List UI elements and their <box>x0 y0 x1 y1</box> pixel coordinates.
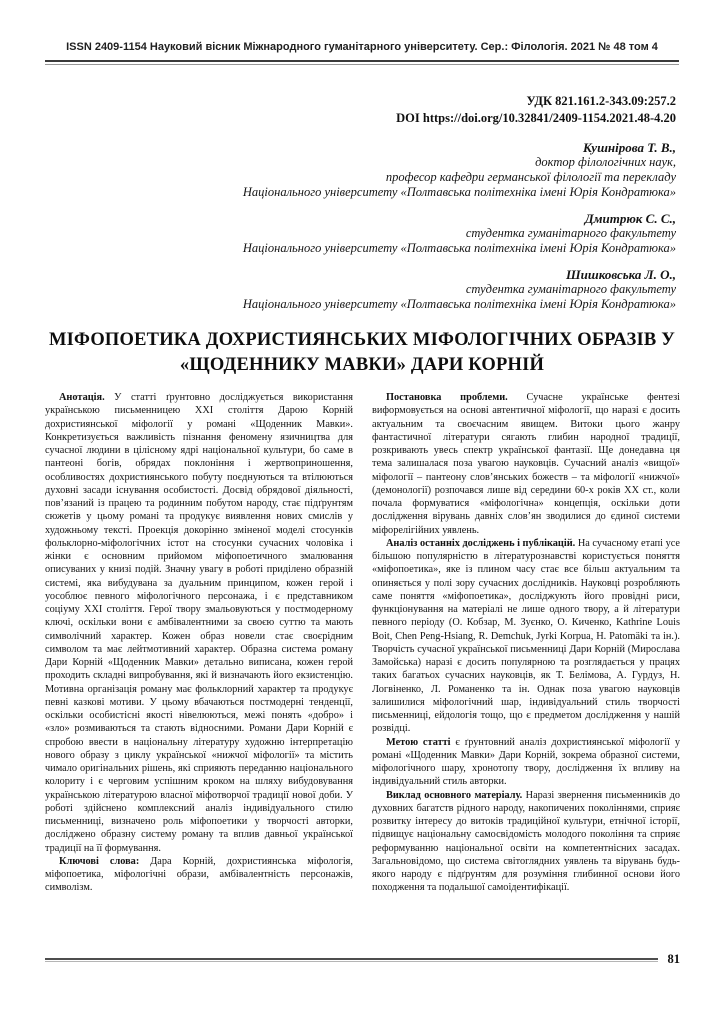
section-text: На сучасному етапі усе більшою популярністю в літературознавстві користується поняття «міфопоетика», яке із плином часу стає все більш актуальним та опиняється у полі зору сучасних дослідників. Науковці розробляють саме поняття «міфопоетика», досліджують його провідні риси, функціонування на матеріалі не лише одного твору, а й літератури певного періоду (О. Кобзар, М. Зуєнко, О. Киченко, Kathrine Louis Boit, Chen Peng-Hsiang, R. Demchuk, Jyrki Korpua, H. Patomäki та ін.). Творчість сучасної української письменниці Дари Корній (Мирослава Замойська) наразі є досить популярною та розглядається у працях таких багатьох сучасних науковців, як Т. Белімова, А. Гурдуз, Н. Логвіненко, Л. Романенко та ін. Однак поза увагою науковців залишилися міфологічний шар, індивідуальний стиль творчості письменниці, ейдологія тощо, що є предметом дослідження у нашій розвідці. <box>372 537 680 735</box>
section-lead: Виклад основного матеріалу. <box>386 789 523 801</box>
author-affiliation-line: Національного університету «Полтавська політехніка імені Юрія Кондратюка» <box>242 185 676 199</box>
author-affiliation-line: студентка гуманітарного факультету <box>465 282 676 296</box>
author-block <box>48 140 676 200</box>
section-paragraph <box>372 789 680 895</box>
journal-header <box>45 40 679 54</box>
section-paragraph <box>372 391 680 537</box>
section-lead: Метою статті <box>386 736 451 748</box>
section-paragraph <box>372 736 680 789</box>
abstract-text: У статті ґрунтовно досліджується використання українською письменницею ХХІ століття Дарою Корній дохристиянської міфології у романі «Щоденник Мавки». Конкретизується важливість пізнання феномену язичництва для сучасної людини в цілісному ядрі національної культури, бо саме в пантеоні богів, обрядах поклоніння і жертвоприношення, особливостях дохристиянського побуту поєднуються та втілюються духовні засади існування особистості. Досвід обрядової діяльності, пов’язаний із працею та родинним побутом народу, стає підґрунтям сюжетів у цьому романі та продукує виявлення нових смислів у художньому тексті. Проекція докорінно зміненої моделі стосунків фольклорно-міфологічних істот на стосунки сучасних чоловіка і жінки є основним прийомом міфопоетичного змалювання описуваних у книзі подій. Значну увагу в роботі приділено образній системі, яка вибудувана за дуальним принципом, кожен герой і уособлює певного міфологічного персонажа, і є представником соціуму ХХІ століття. Герої твору змальовуються у постмодерному ключі, оскільки вони є амбівалентними за своєю суттю та мають символічний характер. Кожен образ новели стає своєрідним символом та має лейтмотивний характер. Образна система роману Дари Корній «Щоденник Мавки» детально виписана, кожен герой проходить складні випробування, які й визначають його екзистенцію. Мотивна організація роману має фольклорний характер та продукує певні казкові мотиви. У цьому вбачаються постмодерні тенденції, оскільки особистісні якості нівелюються, межі понять «добро» і «зло» розмиваються та стають відносними. Романи Дари Корній є спробою ввести в національну літературу художню інтерпретацію нового образу з циклу української «нижчої міфології» та містить чимало оригінальних рішень, які сприяють переданню національного колориту і є черговим успішним кроком на шляху вибудовування українською літературою власної міфотворчої традиції нової доби. У роботі здійснено комплексний аналіз індивідуального стилю письменниці, визначено роль міфопоетики у творчості авторки, досліджено образну систему роману та вплив давньої української традиції на її формування. <box>45 392 353 854</box>
page-number: 81 <box>667 952 680 966</box>
udc-line: УДК 821.161.2-343.09:257.2 <box>526 94 676 108</box>
authors-block <box>48 140 676 312</box>
left-column <box>45 391 353 981</box>
author-name: Дмитрюк С. С., <box>584 211 676 226</box>
section-lead: Постановка проблеми. <box>386 392 508 403</box>
author-name: Шишковська Л. О., <box>566 267 676 282</box>
section-lead: Аналіз останніх досліджень і публікацій. <box>386 537 576 549</box>
author-affiliation-line: доктор філологічних наук, <box>535 155 676 169</box>
section-text: Наразі звернення письменників до духовних багатств рідного народу, накопичених поколіннями, сприяє розвитку інтересу до витоків традиційної культури, етнічної історії, підвищує національну самосвідомість молодого покоління та сприяє реформуванню національної освіти на компетентнісних засадах. Загальновідомо, що система світоглядних уявлень та вірувань будь-якого народу є підґрунтям для розуміння глибинної основи його походження та подальшої самоідентифікації. <box>372 789 680 894</box>
article-meta <box>48 93 676 127</box>
right-column <box>372 391 680 981</box>
keywords-paragraph <box>45 855 353 895</box>
author-block <box>48 211 676 256</box>
abstract-paragraph <box>45 391 353 855</box>
section-paragraph <box>372 537 680 736</box>
article-body <box>45 391 680 981</box>
author-affiliation-line: Національного університету «Полтавська політехніка імені Юрія Кондратюка» <box>242 241 676 255</box>
header-rule <box>45 60 679 65</box>
doi-line: DOI https://doi.org/10.32841/2409-1154.2021.48-4.20 <box>396 111 676 125</box>
article-title: МІФОПОЕТИКА ДОХРИСТИЯНСЬКИХ МІФОЛОГІЧНИХ ОБРАЗІВ У «ЩОДЕННИКУ МАВКИ» ДАРИ КОРНІЙ <box>48 330 676 375</box>
abstract-label: Анотація. <box>59 392 105 403</box>
section-text: Сучасне українське фентезі виформовується на основі автентичної міфології, що наразі є досить актуальним та своєчасним явищем. Витоки цього жанру фантастичної літератури сягають глибин народної традиції, розкривають увесь спектр української фантазії. Ще донедавна ця тема залишалася поза увагою науковців. Сучасний аналіз «вищої» міфології – пантеону слов’янських божеств – та міфології «нижчої» (демонології) розпочався лише від середини 60-х років ХХ ст., коли почала формуватися «міфологічна» концепція, оскільки доти дослідження вірувань давніх слов’ян зводилися до єдиної системи міфорелігійних уявлень. <box>372 392 680 536</box>
keywords-label: Ключові слова: <box>59 855 140 867</box>
author-affiliation-line: Національного університету «Полтавська політехніка імені Юрія Кондратюка» <box>242 297 676 311</box>
section-text: є ґрунтовний аналіз дохристиянської міфології у романі «Щоденник Мавки» Дари Корній, зокрема образної системи, міфологічного шару, хронотопу твору, дослідження їх впливу на індивідуальний стиль авторки. <box>372 736 680 788</box>
author-name: Кушнірова Т. В., <box>583 140 676 155</box>
author-affiliation-line: студентка гуманітарного факультету <box>465 226 676 240</box>
author-affiliation-line: професор кафедри германської філології та перекладу <box>385 170 676 184</box>
author-block <box>48 267 676 312</box>
journal-header-text: ISSN 2409-1154 Науковий вісник Міжнародного гуманітарного університету. Сер.: Філологія. 2021 № 48 том 4 <box>66 41 658 53</box>
keywords-text: Дара Корній, дохристиянська міфологія, міфопоетика, міфологічні образи, амбівалентність персонажів, символізм. <box>45 855 353 894</box>
footer <box>45 952 680 967</box>
footer-rule <box>45 958 658 962</box>
